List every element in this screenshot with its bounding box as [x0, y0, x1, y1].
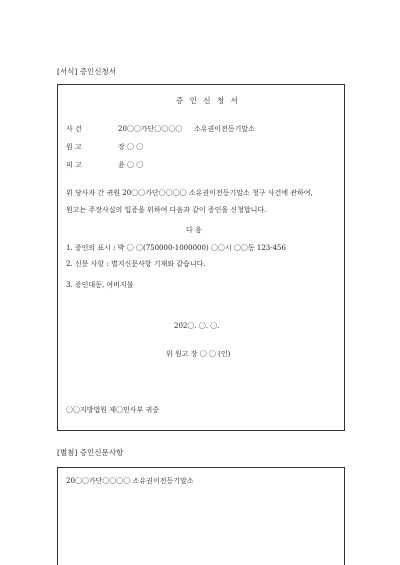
list-item: 3. 증인대동, 여비지불 [66, 281, 134, 289]
plaintiff-name: 장 〇 〇 [118, 143, 144, 151]
defendant-name: 윤 〇 〇 [118, 161, 144, 169]
body-line: 위 당사자 간 귀원 20〇〇가단〇〇〇〇 소유권이전등기말소 청구 사건에 관하여, [66, 189, 313, 197]
plaintiff-label: 원 고 [66, 143, 82, 151]
document-title: 증 인 신 청 서 [176, 96, 240, 105]
attachment-label: [별첨] 증인신문사항 [57, 448, 124, 457]
case-number: 20〇〇가단〇〇〇〇 [118, 125, 183, 133]
application-date: 202〇. 〇. 〇. [174, 322, 220, 330]
list-item: 1. 증인의 표시 : 박 〇 〇(750000-1000000) 〇〇시 〇〇동 123-456 [66, 244, 286, 252]
attachment-box [57, 467, 345, 565]
next-heading: 다 음 [186, 226, 202, 234]
application-form-box [57, 84, 345, 431]
applicant-signature: 위 원고 장 〇 〇 (인) [166, 350, 231, 358]
list-item: 2. 신문 사항 : 별지신문사항 기재와 같습니다. [66, 260, 206, 268]
case-name: 소유권이전등기말소 [194, 125, 255, 133]
body-line: 원고는 주장사실의 입증을 위하여 다음과 같이 증인을 신청합니다. [66, 206, 267, 214]
form-label: [서식] 증인신청서 [57, 67, 116, 76]
court-recipient: 〇〇지방법원 제〇민사부 귀중 [66, 406, 160, 414]
attachment-case-line: 20〇〇가단〇〇〇〇 소유권이전등기말소 [66, 477, 194, 485]
defendant-label: 피 고 [66, 161, 82, 169]
case-label: 사 건 [66, 125, 82, 133]
